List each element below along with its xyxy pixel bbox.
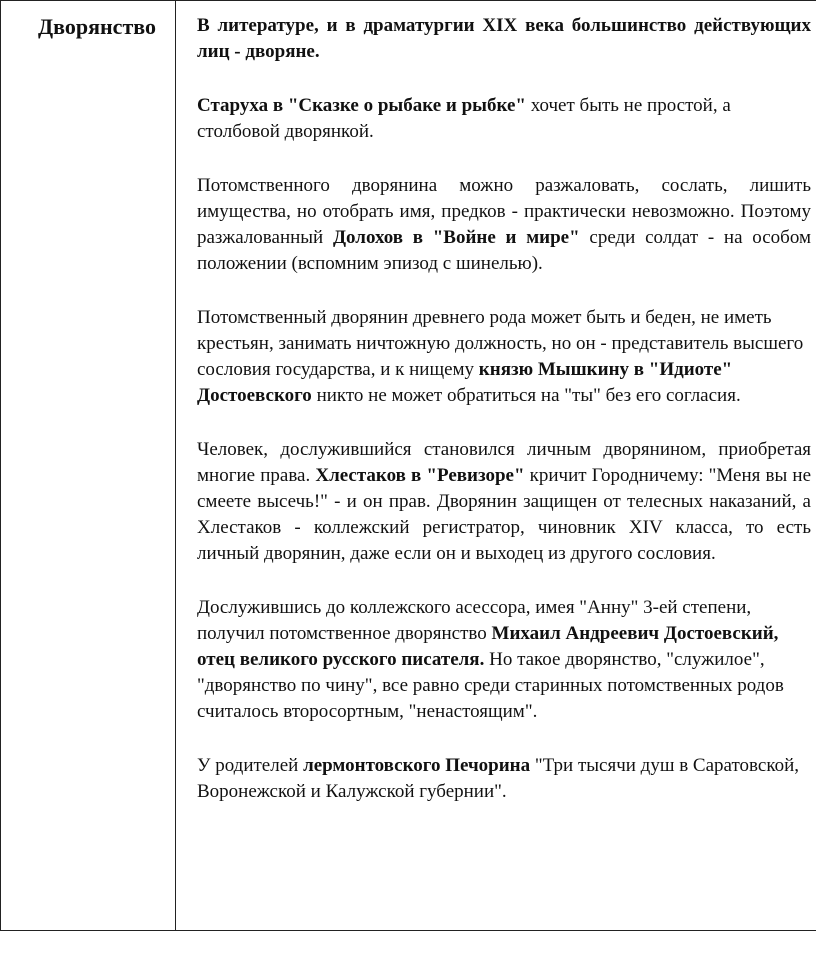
table-border-left [0,0,1,930]
paragraph-2-text: хочет быть не простой, а столбовой дворянкой. [197,95,731,142]
paragraph-1 [197,13,811,65]
paragraph-3 [197,173,811,277]
table-border-bottom [0,930,816,931]
paragraph-5-text-a: Человек, дослужившийся становился личным дворянином, приобретая многие права. [197,439,811,486]
table-border-top [0,0,816,1]
paragraph-4 [197,305,811,409]
paragraph-5-text-b: кричит Городничему: "Меня вы не смеете высечь!" - и он прав. Дворянин защищен от телесных наказаний, а Хлестаков - коллежский регистратор, чиновник XIV класса, то есть личный дворянин, даже если он и выходец из другого сословия. [197,465,811,564]
paragraph-3-text-b: среди солдат - на особом положении (вспомним эпизод с шинелью). [197,227,811,274]
paragraph-2 [197,93,811,145]
description-cell [197,13,811,833]
paragraph-6-text-a: Дослужившись до коллежского асессора, имея "Анну" 3-ей степени, получил потомственное дворянство [197,597,752,644]
paragraph-4-bold-text: князю Мышкину в "Идиоте" Достоевского [197,359,733,406]
paragraph-3-text-a: Потомственного дворянина можно разжаловать, сослать, лишить имущества, но отобрать имя, предков - практически невозможно. Поэтому разжалованный [197,175,811,248]
paragraph-7-text-b: "Три тысячи душ в Саратовской, Воронежской и Калужской губернии". [197,755,800,802]
term-cell: Дворянство [38,14,156,39]
paragraph-4-text-b: никто не может обратиться на "ты" без его согласия. [311,385,741,406]
paragraph-1-bold-text: В литературе, и в драматургии XIX века большинство действующих лиц - дворяне. [197,15,811,62]
paragraph-6-bold-text: Михаил Андреевич Достоевский, отец великого русского писателя. [197,623,779,670]
table-column-divider [175,0,176,930]
paragraph-5 [197,437,811,567]
paragraph-4-text-a: Потомственный дворянин древнего рода может быть и беден, не иметь крестьян, занимать ничтожную должность, но он - представитель высшего сословия государства, и к нищему [197,307,804,380]
paragraph-6 [197,595,811,725]
paragraph-6-text-b: Но такое дворянство, "служилое", "дворянство по чину", все равно среди старинных потомственных родов считалось второсортным, "ненастоящим". [197,649,784,722]
paragraph-7-bold-text: лермонтовского Печорина [303,755,531,776]
paragraph-7 [197,753,811,805]
paragraph-7-text-a: У родителей [197,755,304,776]
paragraph-2-bold-text: Старуха в "Сказке о рыбаке и рыбке" [197,95,526,116]
paragraph-3-bold-text: Долохов в "Войне и мире" [332,227,580,248]
paragraph-5-bold-text: Хлестаков в "Ревизоре" [315,465,525,486]
